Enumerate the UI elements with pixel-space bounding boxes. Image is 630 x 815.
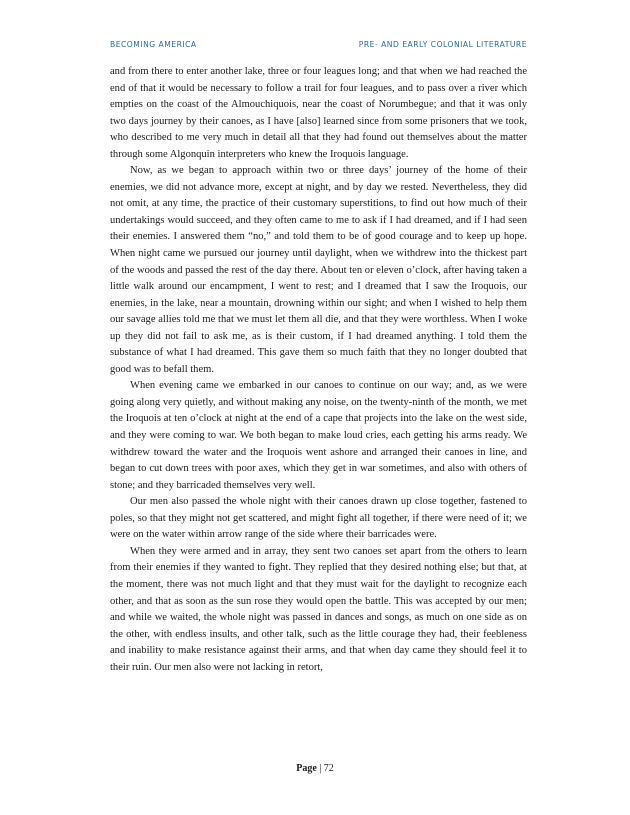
running-header xyxy=(110,40,527,54)
page-body xyxy=(110,64,527,676)
paragraph-4: Our men also passed the whole night with their canoes drawn up close together, fastened to poles, so that they might not get scattered, and might fight all together, if there were need of it; we were on the water within arrow range of the side where their barricades were. xyxy=(110,496,527,541)
page-number: 72 xyxy=(323,763,334,774)
header-book-title: BECOMING AMERICA xyxy=(110,40,197,49)
page-label: Page xyxy=(296,763,317,774)
page-separator: | xyxy=(319,763,322,774)
header-section-title: PRE- AND EARLY COLONIAL LITERATURE xyxy=(358,40,527,49)
paragraph-5: When they were armed and in array, they sent two canoes set apart from the others to learn from their enemies if they wanted to fight. They replied that they desired nothing else; but that, at the moment, there was not much light and that they must wait for the daylight to recognize each other, and that as soon as the sun rose they would open the battle. This was accepted by our men; and while we waited, the whole night was passed in dances and songs, as much on one side as on the other, with endless insults, and other talk, such as the little courage they had, their feebleness and inability to make resistance against their arms, and that when day came they should feel it to their ruin. Our men also were not lacking in retort, xyxy=(110,545,527,673)
paragraph-3: When evening came we embarked in our canoes to continue on our way; and, as we were going along very quietly, and without making any noise, on the twenty-ninth of the month, we met the Iroquois at ten o’clock at night at the end of a cape that projects into the lake on the west side, and they were coming to war. We both began to make loud cries, each getting his arms ready. We withdrew toward the water and the Iroquois went ashore and arranged their canoes in line, and began to cut down trees with poor axes, which they get in war sometimes, and also with others of stone; and they barricaded themselves very well. xyxy=(110,380,527,491)
page-footer xyxy=(0,763,630,774)
paragraph-2: Now, as we began to approach within two or three days’ journey of the home of their enemies, we did not advance more, except at night, and by day we rested. Nevertheless, they did not omit, at any time, the practice of their customary superstitions, to find out how much of their undertakings would succeed, and they often came to me to ask if I had dreamed, and if I had seen their enemies. I answered them “no,” and told them to be of good courage and to keep up hope. When night came we pursued our journey until daylight, when we withdrew into the thickest part of the woods and passed the rest of the day there. About ten or eleven o’clock, after having taken a little walk around our encampment, I went to rest; and I dreamed that I saw the Iroquois, our enemies, in the lake, near a mountain, drowning within our sight; and when I wished to help them our savage allies told me that we must let them all die, and that they were worthless. When I woke up they did not fail to ask me, as is their custom, if I had dreamed anything. I told them the substance of what I had dreamed. This gave them so much faith that they no longer doubted that good was to befall them. xyxy=(110,165,527,375)
paragraph-1: and from there to enter another lake, three or four leagues long; and that when we had reached the end of that it would be necessary to follow a trail for four leagues, and to pass over a river which empties on the coast of the Almouchiquois, near the coast of Norumbegue; and that it was only two days journey by their canoes, as I have [also] learned since from some prisoners that we took, who described to me very much in detail all that they had found out themselves about the matter through some Algonquin interpreters who knew the Iroquois language. xyxy=(110,66,527,160)
